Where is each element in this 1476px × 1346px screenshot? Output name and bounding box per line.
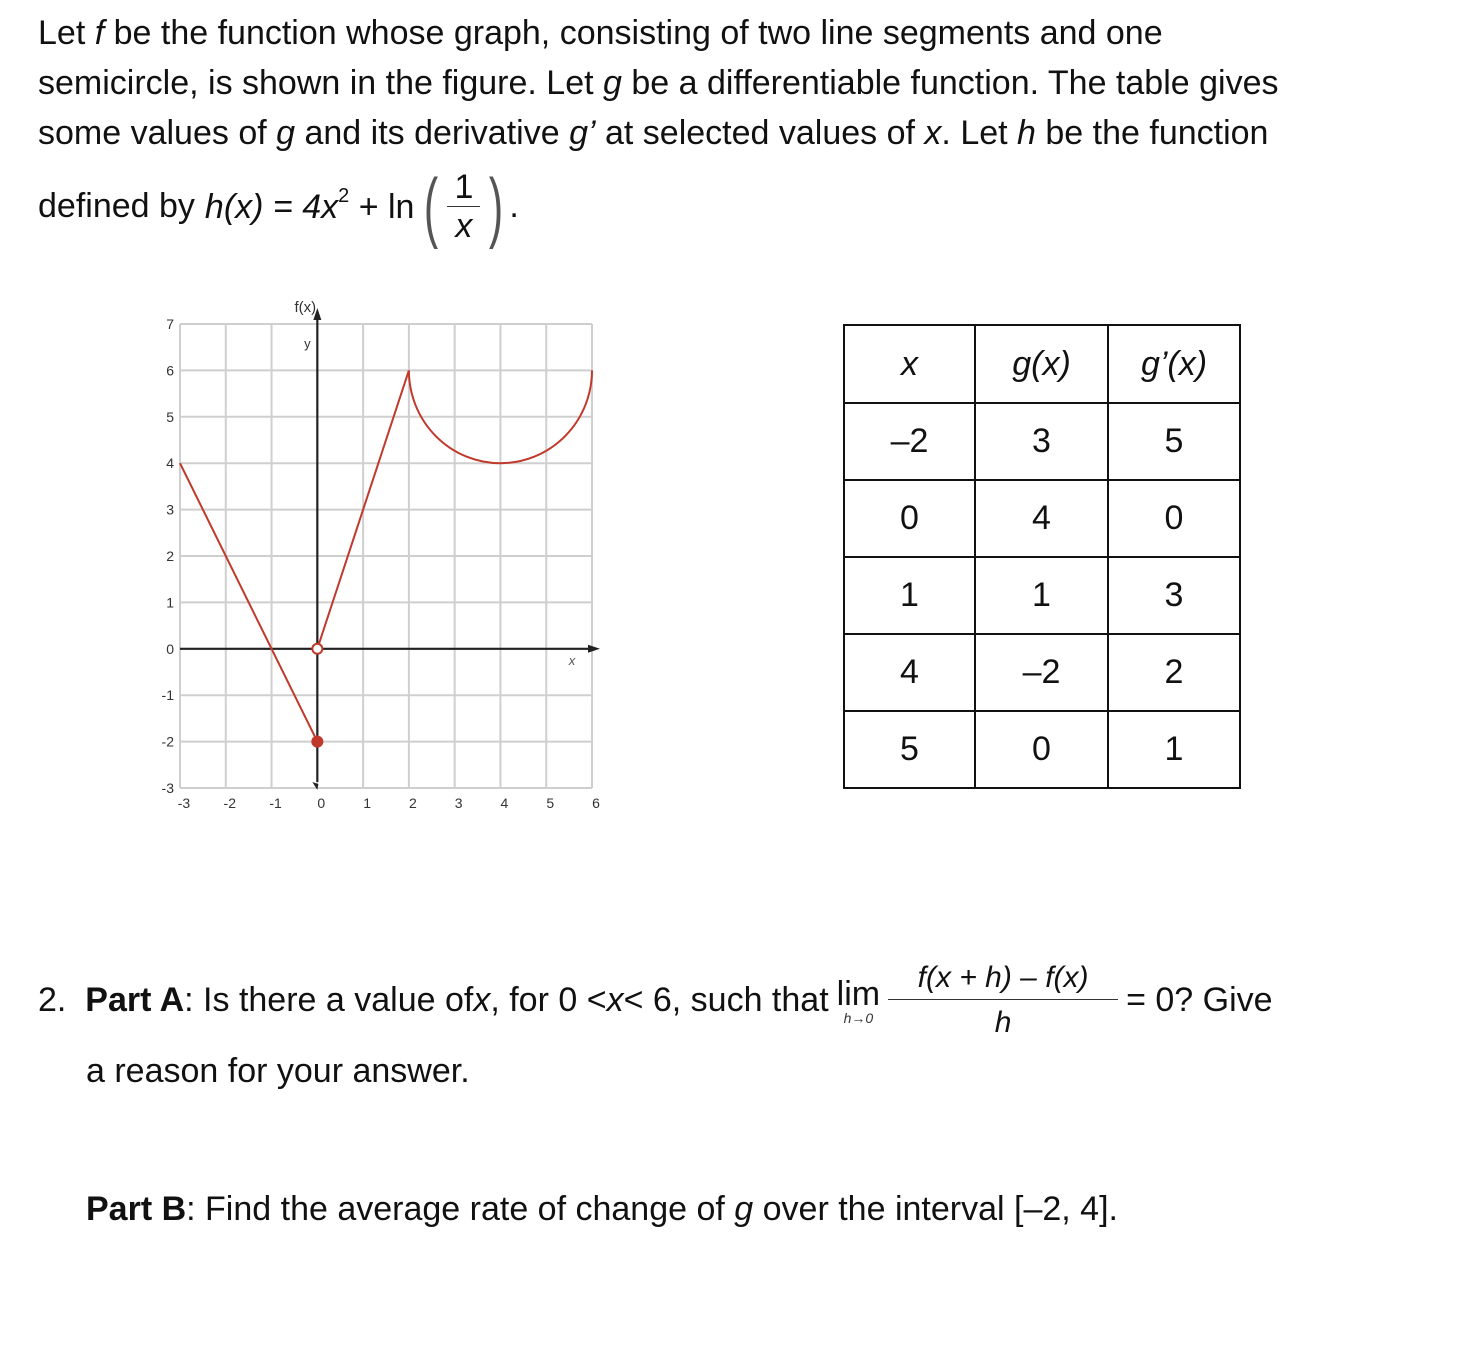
y-tick-label: 7 xyxy=(166,316,174,332)
one-over-x-fraction xyxy=(446,168,481,245)
limit-subscript: h→0 xyxy=(843,1009,874,1026)
table-cell: 0 xyxy=(975,711,1108,788)
table-cell: 3 xyxy=(1108,557,1240,634)
intro-line-1: Let f be the function whose graph, consisting of two line segments and one xyxy=(38,14,1163,52)
y-tick-label: 2 xyxy=(166,548,174,564)
table-cell: 5 xyxy=(844,711,975,788)
x-tick-label: 6 xyxy=(592,795,600,811)
limit-word: lim xyxy=(836,974,881,1013)
limit xyxy=(837,975,880,1026)
question-number: 2. xyxy=(38,980,67,1019)
header-gx: g(x) xyxy=(975,325,1108,403)
y-tick-label: 5 xyxy=(166,408,174,425)
y-axis-name: y xyxy=(304,336,311,351)
axes xyxy=(180,308,600,790)
x-tick-label: 5 xyxy=(546,795,555,811)
part-a-line-1 xyxy=(38,950,1458,1050)
definition-period: . xyxy=(509,186,519,225)
h-definition xyxy=(38,158,519,254)
x-tick-label: -1 xyxy=(269,795,282,811)
grid xyxy=(180,324,592,788)
part-a-text: : Is there a value of xyxy=(184,980,474,1019)
closed-point xyxy=(312,736,323,747)
h-formula xyxy=(205,185,415,227)
fraction-denominator: x xyxy=(447,206,480,245)
y-tick-label: -1 xyxy=(161,687,174,704)
part-a-text: , for 0 < xyxy=(490,980,607,1019)
open-point xyxy=(312,644,322,654)
h-plus-ln: + ln xyxy=(349,188,415,226)
h-ln-argument xyxy=(418,162,509,250)
part-b-text: : Find the average rate of change of xyxy=(186,1190,735,1228)
var-x: x xyxy=(473,980,491,1019)
table-cell: 2 xyxy=(1108,634,1240,711)
h-exponent: 2 xyxy=(338,185,350,207)
y-tick-label: 4 xyxy=(166,455,174,472)
right-paren: ) xyxy=(489,162,504,250)
x-tick-label: 0 xyxy=(317,795,326,811)
left-paren: ( xyxy=(424,162,439,250)
difference-quotient-numerator: f(x + h) – f(x) xyxy=(917,960,1089,994)
g-values-table xyxy=(843,324,1241,789)
table-cell: 1 xyxy=(1108,711,1240,788)
part-a-line-2: a reason for your answer. xyxy=(86,1052,470,1090)
intro-line-2: semicircle, is shown in the figure. Let g be a differentiable function. The table gives xyxy=(38,64,1279,102)
definition-label: defined by xyxy=(38,186,195,225)
y-tick-label: -2 xyxy=(161,733,174,750)
part-b xyxy=(86,1190,1118,1229)
table-header-row xyxy=(844,325,1240,403)
table-cell: 5 xyxy=(1108,403,1240,480)
x-tick-label: 1 xyxy=(363,795,372,811)
table-cell: 1 xyxy=(844,557,975,634)
x-axis-name: x xyxy=(568,652,576,668)
part-a-label: Part A xyxy=(85,980,185,1019)
table-cell: 1 xyxy=(975,557,1108,634)
table-cell: 3 xyxy=(975,403,1108,480)
h-lhs: h(x) = 4x xyxy=(204,188,339,226)
difference-quotient-denominator: h xyxy=(888,999,1118,1040)
table-row xyxy=(844,634,1240,711)
x-tick-label: 3 xyxy=(454,795,463,811)
question-2 xyxy=(38,950,1458,1091)
x-tick-label: 4 xyxy=(500,795,509,811)
var-x: x xyxy=(606,980,624,1019)
table-cell: 4 xyxy=(975,480,1108,557)
table-cell: –2 xyxy=(975,634,1108,711)
table-cell: 0 xyxy=(844,480,975,557)
header-x: x xyxy=(844,325,975,403)
y-tick-label: 3 xyxy=(166,501,174,518)
x-axis-arrow xyxy=(588,645,600,653)
y-tick-label: 6 xyxy=(166,362,174,379)
x-tick-label: -2 xyxy=(223,795,237,811)
part-a-ending: = 0? Give xyxy=(1126,980,1273,1019)
function-graph xyxy=(140,296,620,816)
table-row xyxy=(844,403,1240,480)
intro-line-3: some values of g and its derivative g’ at selected values of x. Let h be the function xyxy=(38,114,1269,152)
y-tick-label: 0 xyxy=(166,640,174,657)
table-cell: 0 xyxy=(1108,480,1240,557)
table-cell: –2 xyxy=(844,403,975,480)
var-g: g xyxy=(734,1190,754,1228)
part-a-text: < 6, such that xyxy=(623,980,829,1019)
part-b-text: over the interval [–2, 4]. xyxy=(753,1190,1118,1228)
header-gpx: g’(x) xyxy=(1108,325,1240,403)
y-tick-label: 1 xyxy=(166,594,174,611)
problem-intro xyxy=(38,8,1448,158)
y-tick-label: -3 xyxy=(161,780,174,796)
table-cell: 4 xyxy=(844,634,975,711)
part-b-label: Part B xyxy=(86,1190,187,1228)
table-row xyxy=(844,480,1240,557)
y-axis-title: f(x) xyxy=(294,299,317,316)
table-row xyxy=(844,557,1240,634)
difference-quotient xyxy=(888,961,1118,1040)
x-tick-label: -3 xyxy=(177,795,191,811)
table-row xyxy=(844,711,1240,788)
fraction-numerator: 1 xyxy=(454,167,474,206)
x-tick-label: 2 xyxy=(408,795,417,811)
